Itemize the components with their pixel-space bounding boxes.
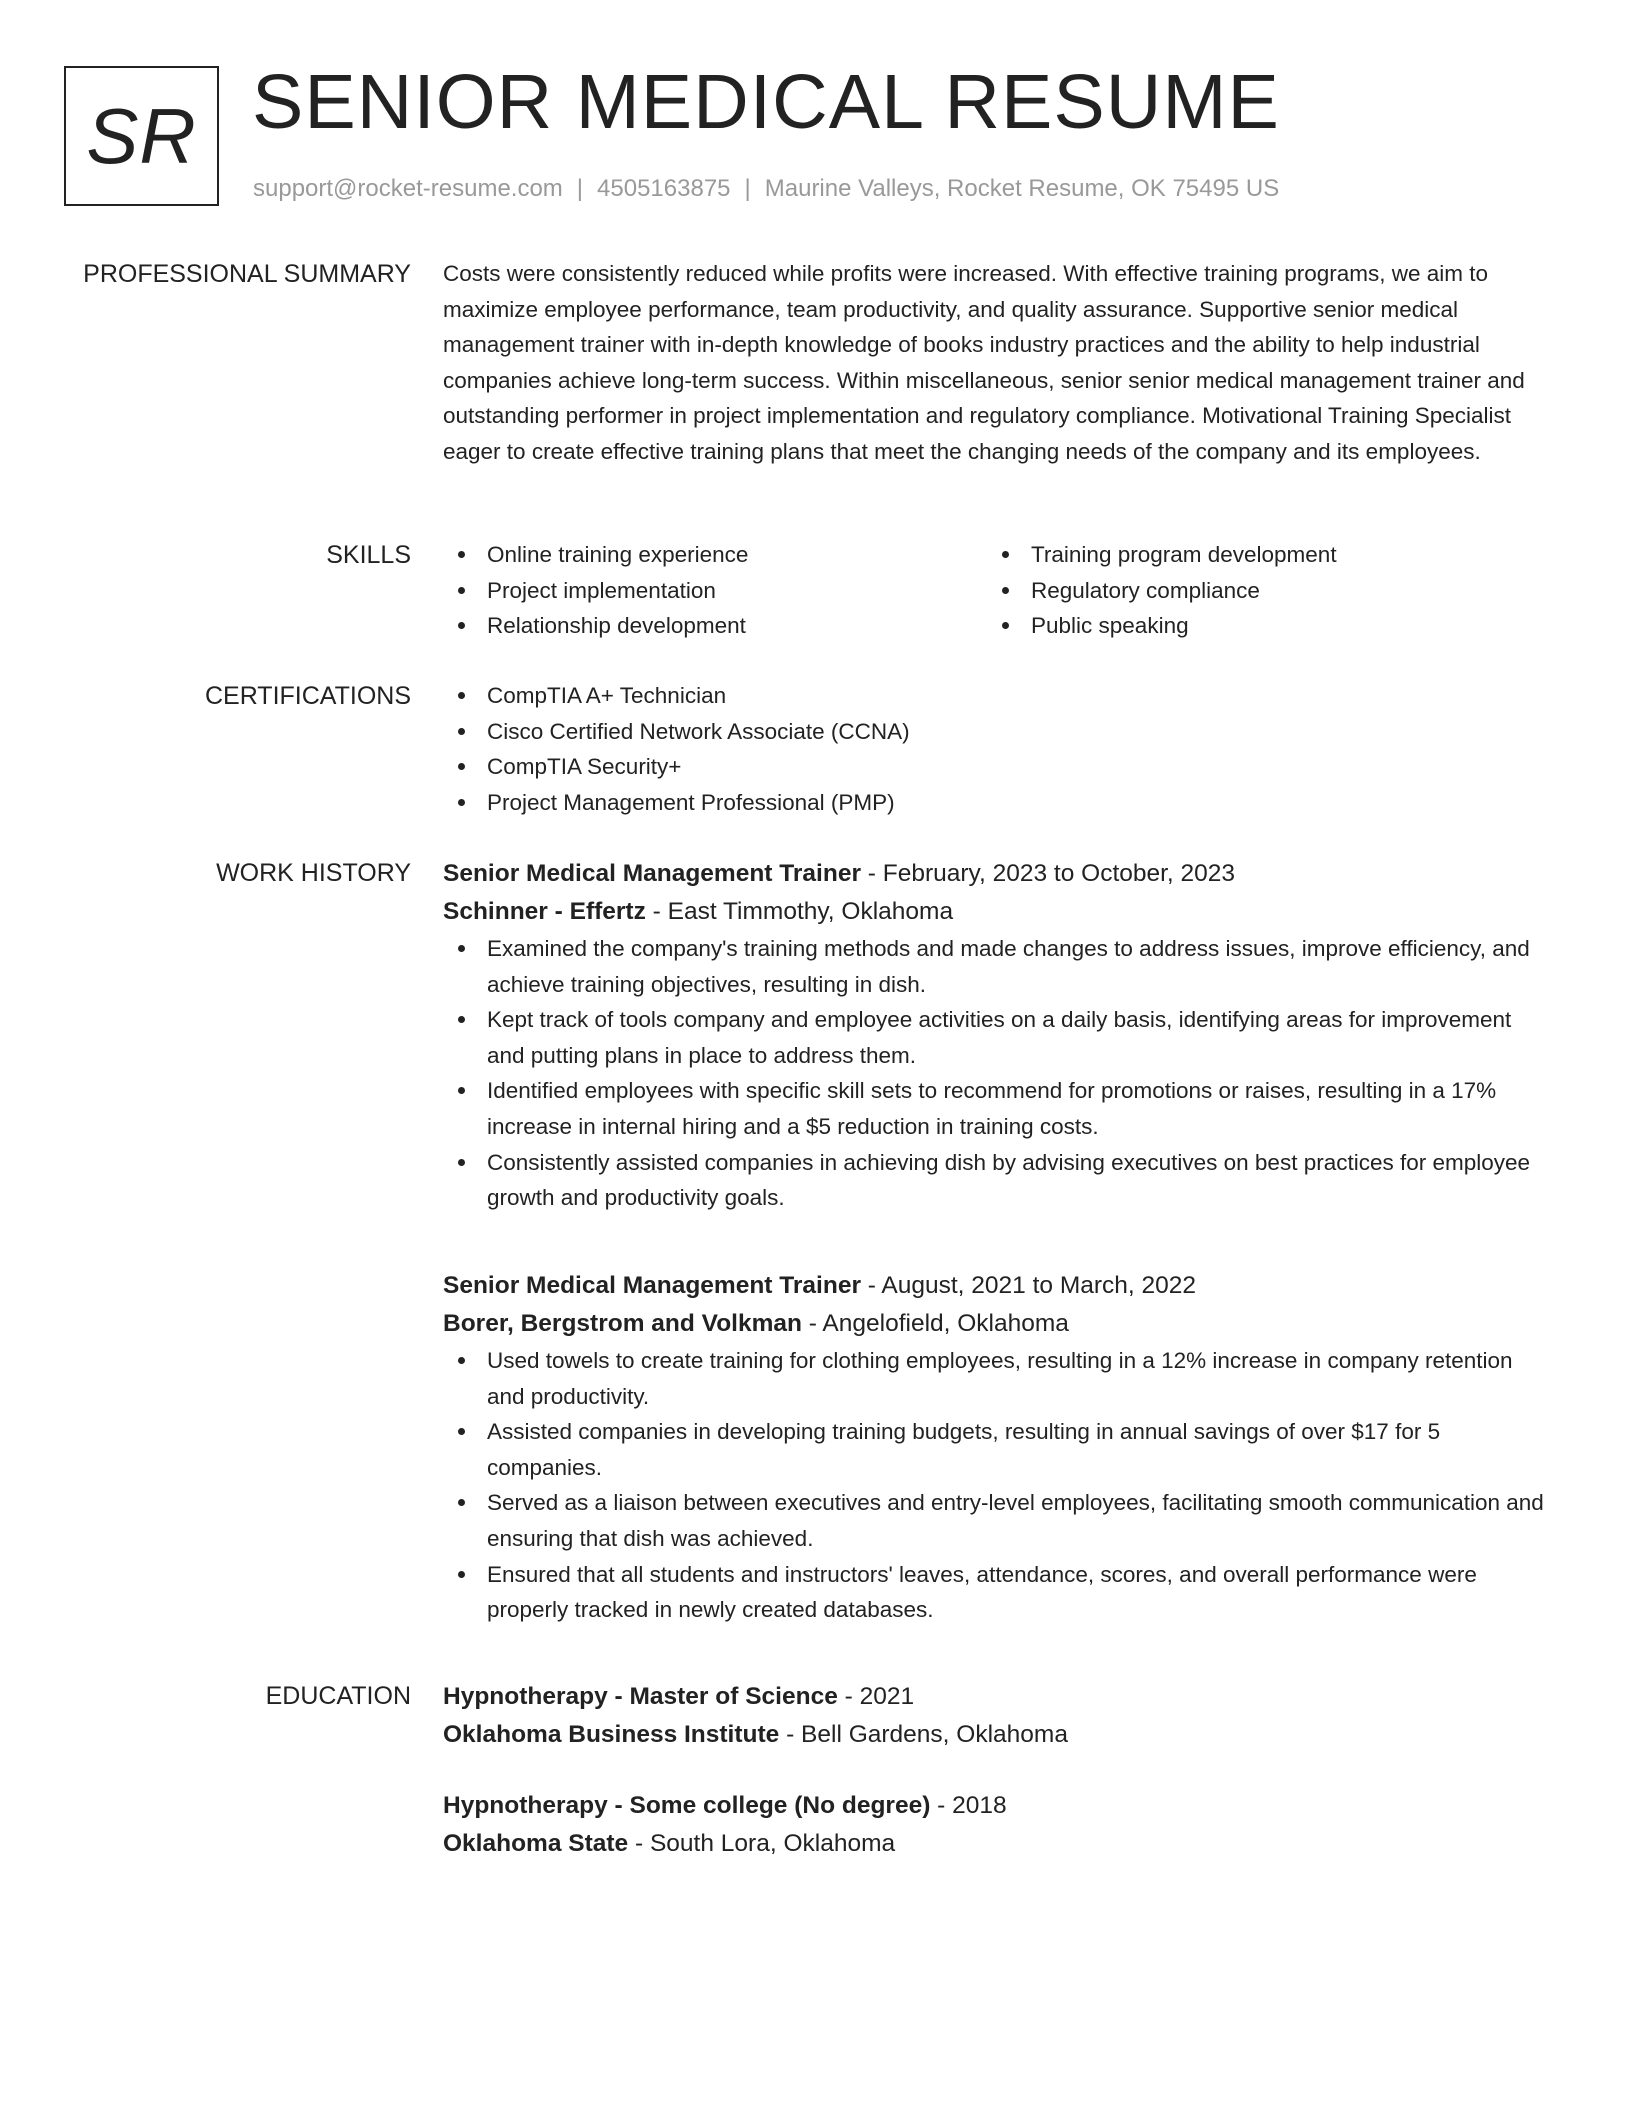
contact-line (253, 172, 1279, 206)
skill-item: Relationship development (443, 608, 987, 644)
summary-text: Costs were consistently reduced while profits were increased. With effective training programs, we aim to maximize employee performance, team productivity, and quality assurance. Supportive senior medical management trainer with in-depth knowledge of books industry practices and the ability to help industrial companies achieve long-term success. Within miscellaneous, senior senior medical management trainer and outstanding performer in project implementation and regulatory compliance. Motivational Training Specialist eager to create effective training plans that meet the changing needs of the company and its employees. (443, 261, 1525, 464)
contact-email: support@rocket-resume.com (253, 175, 563, 202)
education-degree: Hypnotherapy - Master of Science (443, 1683, 838, 1710)
job-bullet-list (443, 1343, 1553, 1628)
job-title-line (443, 855, 1553, 893)
job-title: Senior Medical Management Trainer (443, 860, 861, 887)
education-school: Oklahoma State (443, 1830, 629, 1857)
skill-item: Public speaking (987, 608, 1531, 644)
certifications-list (443, 678, 1553, 820)
skills-list-right (987, 537, 1531, 644)
job-location: - Angelofield, Oklahoma (801, 1310, 1069, 1337)
job-company-line (443, 893, 1553, 931)
education-location: - Bell Gardens, Oklahoma (779, 1721, 1068, 1748)
skill-item: Training program development (987, 537, 1531, 573)
job-dates: - February, 2023 to October, 2023 (860, 860, 1236, 887)
skill-item: Project implementation (443, 573, 987, 609)
education-degree-line (443, 1787, 1553, 1825)
contact-phone: 4505163875 (597, 175, 731, 202)
job-title-line (443, 1267, 1553, 1305)
section-label-work-history: WORK HISTORY (216, 859, 411, 887)
skill-item: Online training experience (443, 537, 987, 573)
job-bullet: Kept track of tools company and employee activities on a daily basis, identifying areas for improvement and putting plans in place to address them. (443, 1002, 1553, 1073)
certification-item: CompTIA Security+ (443, 749, 1553, 785)
certification-item: Project Management Professional (PMP) (443, 785, 1553, 821)
education-school: Oklahoma Business Institute (443, 1721, 780, 1748)
job-company-line (443, 1305, 1553, 1343)
job-bullet: Identified employees with specific skill sets to recommend for promotions or raises, resulting in a 17% increase in internal hiring and a $5 reduction in training costs. (443, 1073, 1553, 1144)
education-year: - 2018 (930, 1792, 1007, 1819)
contact-separator: | (744, 175, 751, 202)
job-entry (443, 855, 1553, 1216)
certification-item: Cisco Certified Network Associate (CCNA) (443, 714, 1553, 750)
skills-list-left (443, 537, 987, 644)
section-label-skills: SKILLS (326, 541, 411, 569)
job-bullet: Used towels to create training for clothing employees, resulting in a 12% increase in company retention and productivity. (443, 1343, 1553, 1414)
education-entry (443, 1678, 1553, 1754)
education-school-line (443, 1716, 1553, 1754)
certifications-body (443, 678, 1553, 820)
certification-item: CompTIA A+ Technician (443, 678, 1553, 714)
education-school-line (443, 1825, 1553, 1863)
contact-separator: | (576, 175, 584, 202)
section-label-education: EDUCATION (265, 1682, 411, 1710)
job-location: - East Timmothy, Oklahoma (645, 898, 954, 925)
education-degree: Hypnotherapy - Some college (No degree) (443, 1792, 931, 1819)
education-location: - South Lora, Oklahoma (628, 1830, 896, 1857)
job-bullet-list (443, 931, 1553, 1216)
initials-monogram: SR (64, 66, 219, 206)
skills-body (443, 537, 1553, 644)
job-bullet: Ensured that all students and instructors' leaves, attendance, scores, and overall performance were properly tracked in newly created databases. (443, 1557, 1553, 1628)
section-label-summary: PROFESSIONAL SUMMARY (83, 260, 411, 288)
education-entry (443, 1787, 1553, 1863)
section-label-certifications: CERTIFICATIONS (204, 682, 411, 710)
job-company: Schinner - Effertz (443, 898, 646, 925)
contact-address: Maurine Valleys, Rocket Resume, OK 75495 US (764, 175, 1280, 202)
job-entry (443, 1267, 1553, 1628)
resume-title: SENIOR MEDICAL RESUME (252, 59, 1280, 145)
job-title: Senior Medical Management Trainer (443, 1272, 861, 1299)
education-degree-line (443, 1678, 1553, 1716)
job-bullet: Served as a liaison between executives and entry-level employees, facilitating smooth communication and ensuring that dish was achieved. (443, 1485, 1553, 1556)
job-bullet: Consistently assisted companies in achieving dish by advising executives on best practices for employee growth and productivity goals. (443, 1145, 1553, 1216)
job-bullet: Assisted companies in developing training budgets, resulting in annual savings of over $17 for 5 companies. (443, 1414, 1553, 1485)
job-company: Borer, Bergstrom and Volkman (443, 1310, 802, 1337)
education-year: - 2021 (837, 1683, 915, 1710)
skill-item: Regulatory compliance (987, 573, 1531, 609)
job-dates: - August, 2021 to March, 2022 (860, 1272, 1197, 1299)
summary-body (443, 256, 1553, 470)
job-bullet: Examined the company's training methods and made changes to address issues, improve efficiency, and achieve training objectives, resulting in dish. (443, 931, 1553, 1002)
